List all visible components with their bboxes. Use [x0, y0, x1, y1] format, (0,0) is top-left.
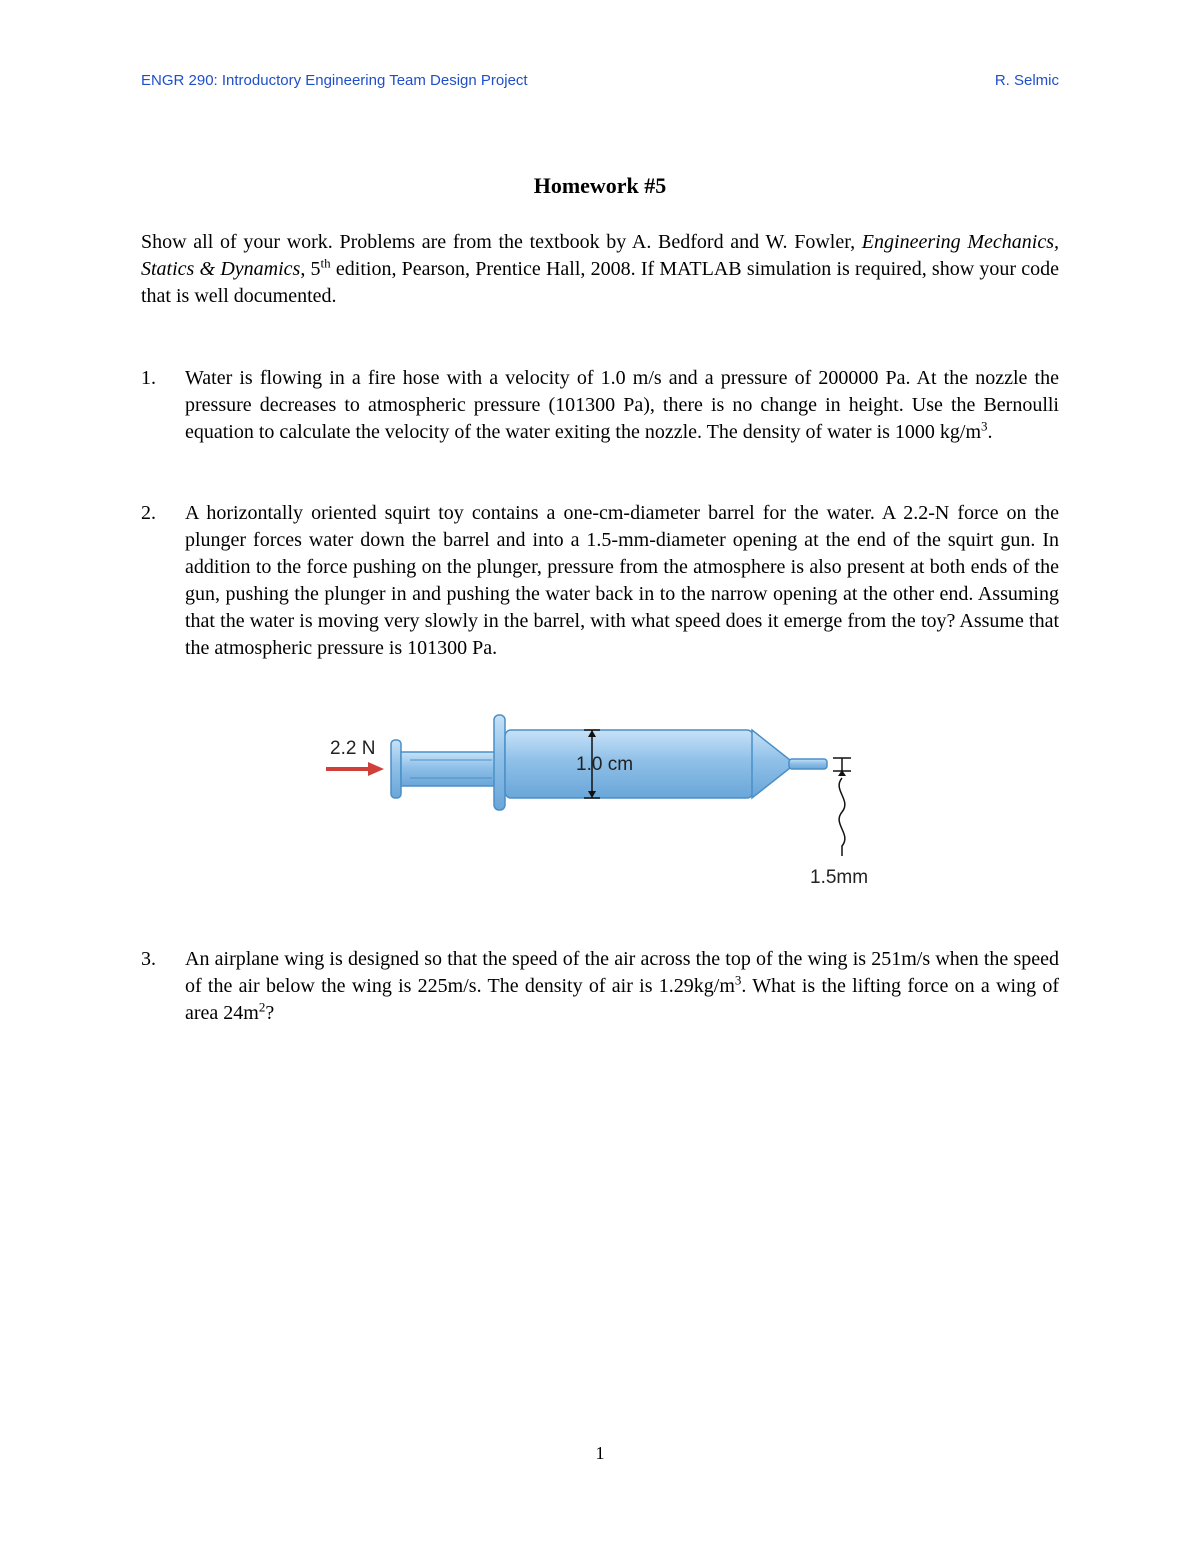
problem-text: An airplane wing is designed so that the speed of the air across the top of the wing is 251m/s when the speed of the air below the wing is 225m/s. The density of air is $1.29kg/m^3$. What is the lifting force on a wing of area $24m^2$?	[185, 948, 1059, 1024]
problem-1	[141, 365, 1059, 446]
nozzle-label: 1.5mm	[810, 867, 869, 888]
edition-superscript: th	[320, 255, 331, 271]
problem-number: 2.	[141, 502, 156, 524]
plunger-rod	[401, 752, 495, 786]
force-arrow	[326, 762, 384, 776]
problem-text: Water is flowing in a fire hose with a velocity of 1.0 m/s and a pressure of 200000 Pa. At the nozzle the pressure decreases to atmospheric pressure (101300 Pa), there is no change in height. Use the Bernoulli equation to calculate the velocity of the water exiting the nozzle. The density of water is 1000 $kg/m^3$.	[185, 367, 1059, 443]
barrel-label: 1.0 cm	[576, 754, 634, 775]
barrel-flange	[494, 715, 505, 810]
intro-paragraph	[141, 229, 1059, 310]
squirt-toy-figure	[320, 708, 880, 893]
course-title: ENGR 290: Introductory Engineering Team Design Project	[141, 72, 528, 89]
problem-text: A horizontally oriented squirt toy contains a one-cm-diameter barrel for the water. A 2.2-N force on the plunger forces water down the barrel and into a 1.5-mm-diameter opening at the end of the squirt gun. In addition to the force pushing on the plunger, pressure from the atmosphere is also present at both ends of the gun, pushing the plunger in and pushing the water back in to the narrow opening at the other end. Assuming that the water is moving very slowly in the barrel, with what speed does it emerge from the toy? Assume that the atmospheric pressure is 101300 Pa.	[185, 502, 1059, 659]
intro-separator: ,	[300, 258, 311, 280]
page-title: Homework #5	[533, 173, 667, 198]
page-number: 1	[595, 1443, 605, 1463]
problem-2	[141, 500, 1059, 662]
problem-3	[141, 946, 1059, 1027]
force-label: 2.2 N	[330, 738, 376, 759]
squirt-toy-diagram	[320, 708, 880, 893]
plunger-head	[391, 740, 401, 798]
nozzle-cone	[752, 730, 790, 798]
nozzle-tube	[789, 759, 827, 769]
edition-number: 5	[310, 258, 321, 280]
intro-text: Show all of your work. Problems are from the textbook by A. Bedford and W. Fowler,	[141, 231, 856, 253]
page-header	[141, 72, 1059, 94]
intro-text-end: edition, Pearson, Prentice Hall, 2008. If MATLAB simulation is required, show your code that is well documented.	[141, 258, 1059, 307]
nozzle-dimension	[833, 758, 851, 856]
book-title: Engineering Mechanics, Statics & Dynamics	[141, 231, 1059, 280]
author-name: R. Selmic	[994, 72, 1059, 89]
problem-number: 3.	[141, 948, 156, 970]
problem-number: 1.	[141, 367, 156, 389]
